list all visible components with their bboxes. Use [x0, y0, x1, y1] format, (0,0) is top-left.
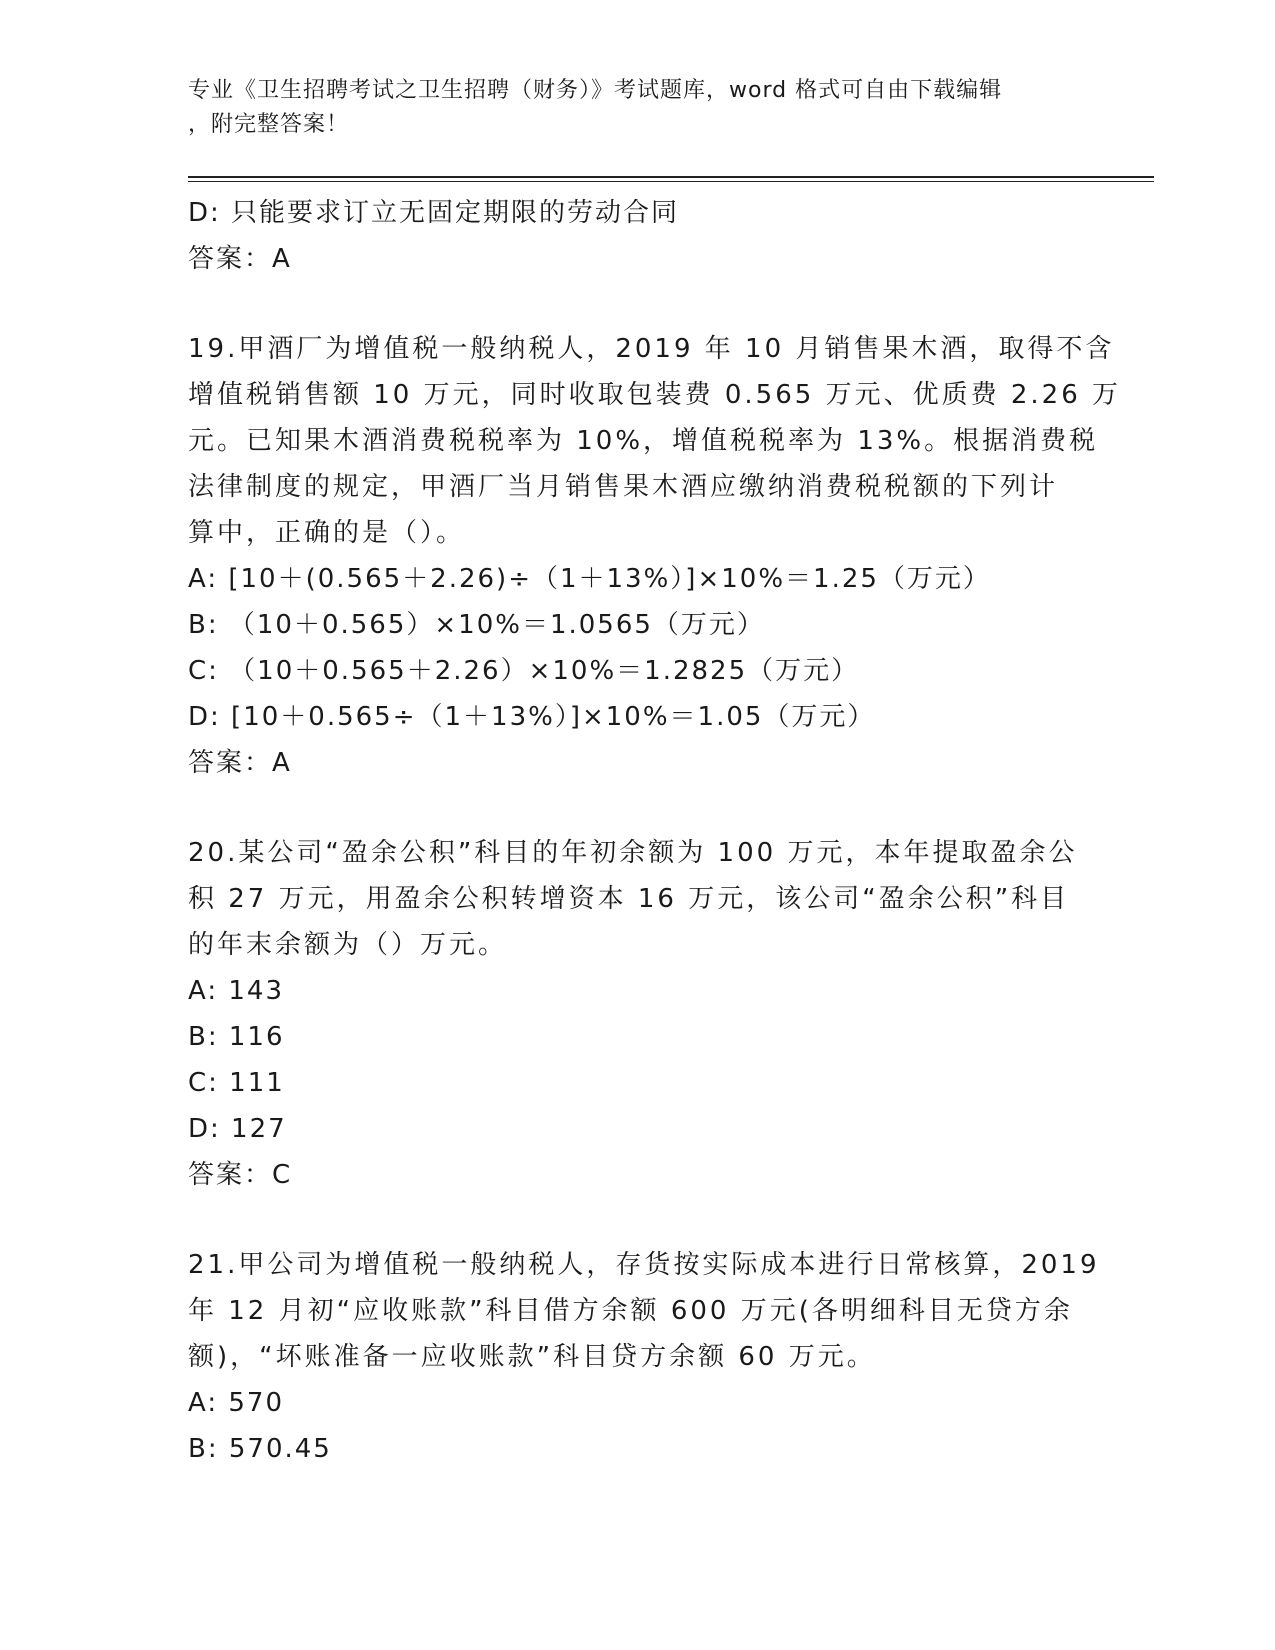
- answer: 答案：C: [188, 1160, 293, 1190]
- option-b: B: 570.45: [188, 1434, 332, 1464]
- question-20: [188, 830, 1088, 1198]
- question-line: 算中，正确的是（）。: [188, 518, 466, 548]
- option-d: D: [10＋0.565÷（1＋13%）]×10%＝1.05（万元）: [188, 702, 876, 732]
- question-19: [188, 326, 1121, 786]
- question-line: 积 27 万元，用盈余公积转增资本 16 万元，该公司“盈余公积”科目: [188, 884, 1070, 914]
- header-line-2: ，附完整答案！: [188, 112, 350, 137]
- option-b: B: 116: [188, 1022, 285, 1052]
- option-c: C: 111: [188, 1068, 285, 1098]
- question-text: [188, 830, 1088, 968]
- option-c: C: （10＋0.565＋2.26）×10%＝1.2825（万元）: [188, 656, 860, 686]
- question-line: 元。已知果木酒消费税税率为 10%，增值税税率为 13%。根据消费税: [188, 426, 1099, 456]
- option-a: A: 570: [188, 1388, 284, 1418]
- question-line: 21.甲公司为增值税一般纳税人，存货按实际成本进行日常核算，2019: [188, 1250, 1100, 1280]
- document-body: [188, 190, 1121, 1472]
- document-header: [188, 74, 1088, 142]
- header-divider-thick: [188, 176, 1154, 178]
- question-line: 增值税销售额 10 万元，同时收取包装费 0.565 万元、优质费 2.26 万: [188, 380, 1121, 410]
- option-d: D: 127: [188, 1114, 287, 1144]
- option-d: D: 只能要求订立无固定期限的劳动合同: [188, 198, 680, 228]
- option-a: A: 143: [188, 976, 284, 1006]
- question-line: 额)，“坏账准备一应收账款”科目贷方余额 60 万元。: [188, 1342, 876, 1372]
- question-text: [188, 1242, 1100, 1380]
- option-b: B: （10＋0.565）×10%＝1.0565（万元）: [188, 610, 765, 640]
- header-divider-thin: [188, 181, 1154, 182]
- question-line: 法律制度的规定，甲酒厂当月销售果木酒应缴纳消费税税额的下列计: [188, 472, 1059, 502]
- question-line: 20.某公司“盈余公积”科目的年初余额为 100 万元，本年提取盈余公: [188, 838, 1078, 868]
- question-line: 年 12 月初“应收账款”科目借方余额 600 万元(各明细科目无贷方余: [188, 1296, 1073, 1326]
- option-a: A: [10＋(0.565＋2.26)÷（1＋13%）]×10%＝1.25（万元）: [188, 564, 991, 594]
- question-line: 19.甲酒厂为增值税一般纳税人，2019 年 10 月销售果木酒，取得不含: [188, 334, 1115, 364]
- header-line-1: 专业《卫生招聘考试之卫生招聘（财务）》考试题库，word 格式可自由下载编辑: [188, 78, 1003, 103]
- answer: 答案：A: [188, 244, 292, 274]
- prev-question-tail: [188, 190, 1088, 282]
- question-21: [188, 1242, 1100, 1472]
- answer: 答案：A: [188, 748, 292, 778]
- question-text: [188, 326, 1121, 556]
- question-line: 的年末余额为（）万元。: [188, 930, 508, 960]
